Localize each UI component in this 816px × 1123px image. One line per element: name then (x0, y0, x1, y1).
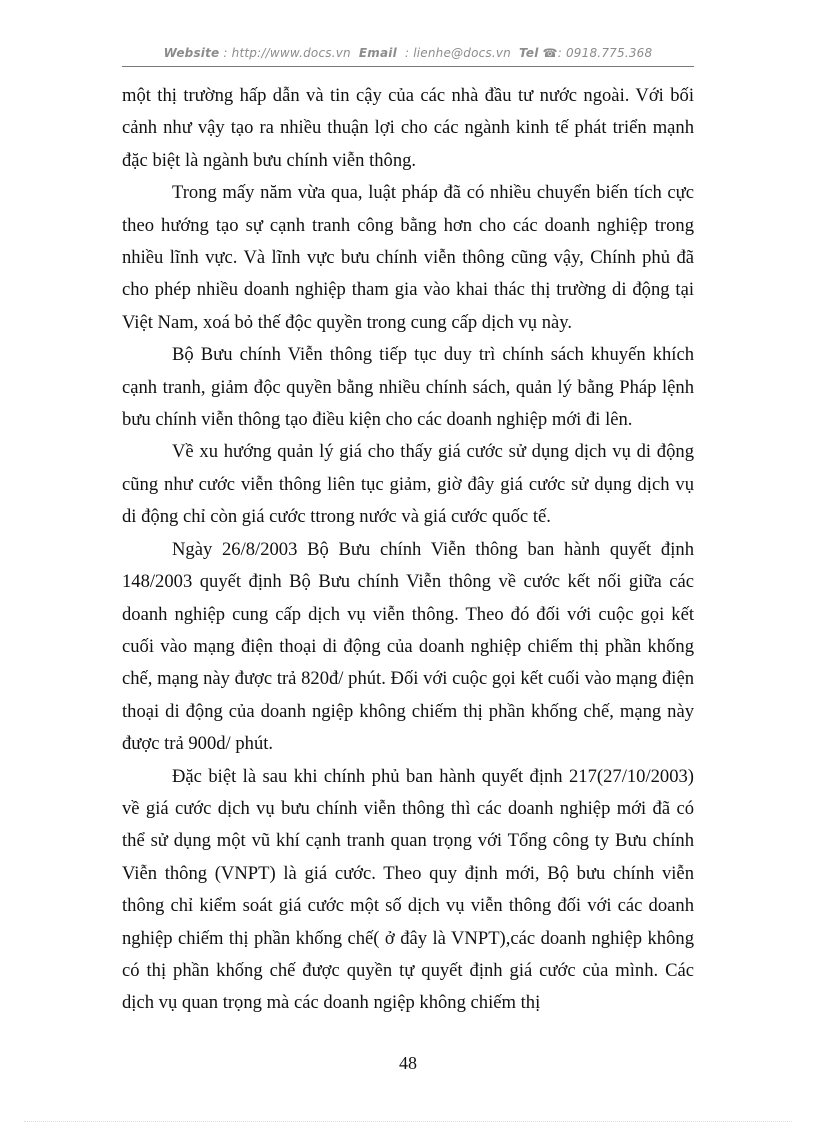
email-label: Email (358, 46, 397, 60)
footer-divider (24, 1121, 792, 1122)
header-rule (122, 66, 694, 67)
paragraph-4: Về xu hướng quản lý giá cho thấy giá cước sử dụng dịch vụ di động cũng như cước viễn thông liên tục giảm, giờ đây giá cước sử dụng dịch vụ di động chỉ còn giá cước ttrong nước và giá cước quốc tế. (122, 441, 694, 528)
page-number: 48 (399, 1053, 417, 1073)
phone-icon: ☎ (542, 46, 558, 60)
paragraph-2: Trong mấy năm vừa qua, luật pháp đã có nhiều chuyển biến tích cực theo hướng tạo sự cạnh tranh công bằng hơn cho các doanh nghiệp trong nhiều lĩnh vực. Và lĩnh vực bưu chính viễn thông cũng vậy, Chính phủ đã cho phép nhiều doanh nghiệp tham gia vào khai thác thị trường di động tại Việt Nam, xoá bỏ thế độc quyền trong cung cấp dịch vụ này. (122, 182, 694, 333)
tel-value: : 0918.775.368 (557, 46, 653, 60)
paragraph-1: một thị trường hấp dẫn và tin cậy của các nhà đầu tư nước ngoài. Với bối cảnh như vậy tạo ra nhiều thuận lợi cho các ngành kinh tế phát triển mạnh đặc biệt là ngành bưu chính viễn thông. (122, 85, 694, 171)
website-value: : http://www.docs.vn (223, 46, 351, 60)
website-label: Website (163, 46, 220, 60)
page-header (0, 46, 816, 60)
paragraph-5: Ngày 26/8/2003 Bộ Bưu chính Viễn thông ban hành quyết định 148/2003 quyết định Bộ Bưu chính Viễn thông về cước kết nối giữa các doanh nghiệp cung cấp dịch vụ viễn thông. Theo đó đối với cuộc gọi kết cuối vào mạng điện thoại di động của doanh nghiệp chiếm thị phần khống chế, mạng này được trả 820đ/ phút. Đối với cuộc gọi kết cuối vào mạng điện thoại di động của doanh ngiệp không chiếm thị phần khống chế, mạng này được trả 900d/ phút. (122, 538, 694, 755)
email-value: : lienhe@docs.vn (404, 46, 511, 60)
paragraph-3: Bộ Bưu chính Viễn thông tiếp tục duy trì chính sách khuyến khích cạnh tranh, giảm độc quyền bằng nhiều chính sách, quản lý bằng Pháp lệnh bưu chính viễn thông tạo điều kiện cho các doanh nghiệp mới đi lên. (122, 344, 694, 431)
document-body (122, 80, 694, 1020)
tel-label: Tel (519, 46, 539, 60)
paragraph-6: Đặc biệt là sau khi chính phủ ban hành quyết định 217(27/10/2003) về giá cước dịch vụ bưu chính viễn thông thì các doanh nghiệp mới đã có thể sử dụng một vũ khí cạnh tranh quan trọng với Tổng công ty Bưu chính Viễn thông (VNPT) là giá cước. Theo quy định mới, Bộ bưu chính viễn thông chỉ kiểm soát giá cước một số dịch vụ viễn thông đối với các doanh nghiệp chiếm thị phần khống chế( ở đây là VNPT),các doanh nghiệp không có thị phần khống chế được quyền tự quyết định giá cước của mình. Các dịch vụ quan trọng mà các doanh ngiệp không chiếm thị (122, 765, 694, 1014)
